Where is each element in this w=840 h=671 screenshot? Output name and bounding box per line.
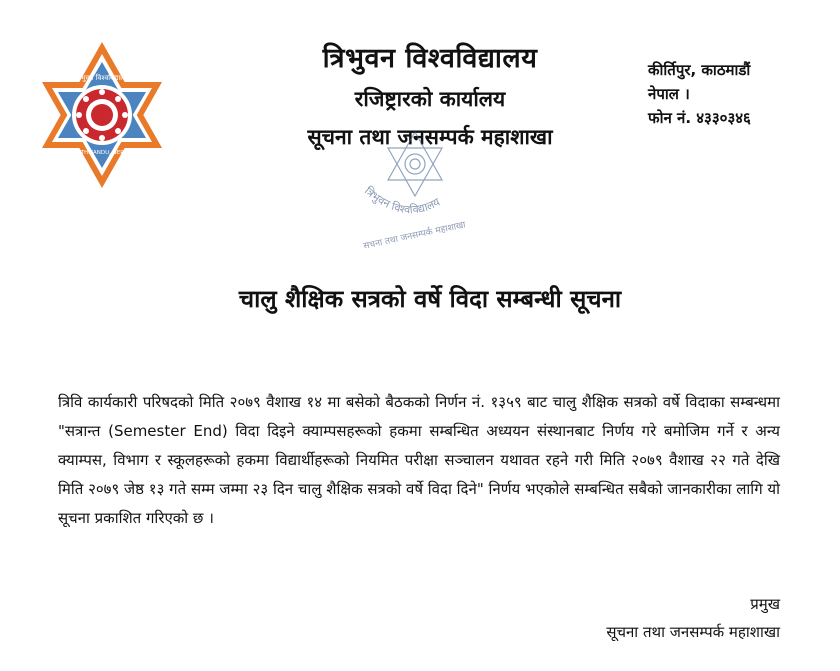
address-line-1: कीर्तिपुर, काठमाडौं — [648, 61, 751, 79]
logo-bottom-text: KATHMANDU, NEPAL — [73, 150, 131, 156]
office-stamp — [350, 128, 480, 248]
office-name: रजिष्ट्रारको कार्यालय — [354, 87, 506, 111]
notice-title: चालु शैक्षिक सत्रको वर्षे विदा सम्बन्धी सूचना — [238, 285, 622, 313]
address-line-2: नेपाल । — [648, 85, 690, 103]
tu-logo — [40, 40, 164, 190]
contact-block — [648, 58, 828, 130]
signatory-division: सूचना तथा जनसम्पर्क महाशाखा — [606, 623, 780, 641]
stamp-lower-text: सूचना तथा जनसम्पर्क महाशाखा — [362, 220, 467, 248]
notice-body: त्रिवि कार्यकारी परिषदको मिति २०७९ वैशाख १४ मा बसेको बैठकको निर्णन नं. १३५९ बाट चालु शैक्षिक सत्रको वर्षे विदाका सम्बन्धमा "सत्रान्त (Semester End) विदा दिइने क्याम्पसहरूको हकमा सम्बन्धित अध्ययन संस्थानबाट निर्णय गरे बमोजिम गर्ने र अन्य क्याम्पस, विभाग र स्कूलहरूको हकमा विद्यार्थीहरूको नियमित परीक्षा सञ्चालन यथावत रहने गरी मिति २०७९ वैशाख २२ गते देखि मिति २०७९ जेष्ठ १३ गते सम्म जम्मा २३ दिन चालु शैक्षिक सत्रको वर्षे विदा दिने" निर्णय भएकोले सम्बन्धित सबैको जानकारीका लागि यो सूचना प्रकाशित गरिएको छ । — [58, 393, 780, 527]
svg-text:त्रिभुवन विश्वविद्यालय — [362, 184, 443, 216]
division-name: सूचना तथा जनसम्पर्क महाशाखा — [307, 125, 553, 149]
org-name: त्रिभुवन विश्वविद्यालय — [322, 43, 538, 74]
stamp-upper-text: त्रिभुवन विश्वविद्यालय — [361, 184, 443, 217]
signature-block — [606, 590, 780, 646]
phone-number: फोन नं. ४३३०३४६ — [648, 109, 751, 127]
logo-top-text: त्रिभुवन विश्वविद्यालय — [75, 74, 129, 82]
signatory-role: प्रमुख — [750, 595, 780, 613]
